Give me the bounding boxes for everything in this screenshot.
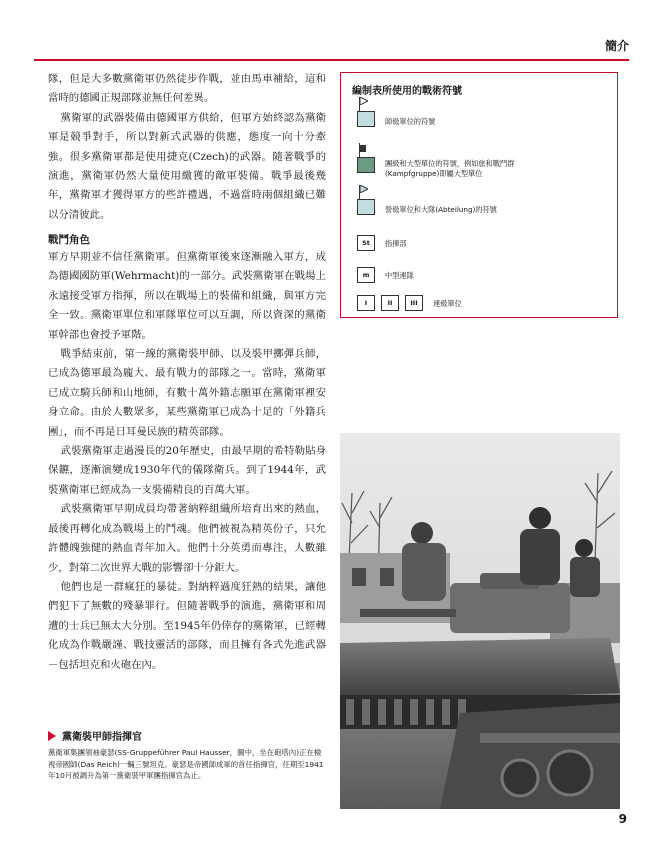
legend-label: 團級和大型單位的符號，例如旅和戰鬥群(Kampfgruppe)即屬大型單位: [385, 159, 515, 178]
kampfgruppe-square-icon: [357, 157, 375, 173]
division-flag-icon: [357, 111, 375, 127]
section-heading: 戰鬥角色: [48, 234, 90, 246]
battalion-pennant-icon: [357, 199, 375, 215]
company-ii-icon: II: [381, 295, 399, 311]
symbol-legend: [340, 72, 618, 318]
legend-row-medium-company: [357, 267, 414, 283]
caption-heading: 黨衛裝甲師指揮官: [62, 732, 142, 743]
legend-label: 營級單位和大隊(Abteilung)的符號: [385, 205, 497, 214]
legend-label: 中型連隊: [385, 271, 414, 280]
body-paragraph-4: 武裝黨衛軍早期成員均帶著納粹組織所培育出來的熱血，最後再轉化成為戰場上的鬥魂。他們被視為精英份子，只允許體魄強健的熱血青年加入。他們十分英勇而專注，人數雖少，對第二次世界大戰的影響卻十分鉅大。: [48, 503, 326, 574]
combat-role-block: [48, 232, 326, 675]
medium-company-icon: m: [357, 267, 375, 283]
legend-row-company: [357, 295, 462, 311]
body-paragraph-2: 戰爭結束前，第一線的黨衛裝甲師、以及裝甲擲彈兵師，已成為德軍最為龐大、最有戰力的部隊之一。當時，黨衛軍已成立騎兵師和山地師，有數十萬外籍志願軍在黨衛軍裡安身立命。由於人數眾多，某些黨衛軍已成為十足的「外籍兵團」，而不再是日耳曼民族的精英部隊。: [48, 348, 326, 438]
headquarters-icon: St: [357, 235, 375, 251]
body-paragraph-1: 軍方早期並不信任黨衛軍。但黨衛軍後來逐漸融入軍方，成為德國國防軍(Wehrmacht)的一部分。武裝黨衛軍在戰場上永遠接受軍方指揮，所以在戰場上的裝備和組織，與軍方完全一致。黨衛軍單位和軍隊單位可以互調，所以資深的黨衛軍幹部也會授予軍階。: [48, 251, 326, 341]
legend-row-hq: [357, 235, 407, 251]
legend-label: 師級單位的符號: [385, 117, 436, 126]
intro-block: [48, 70, 326, 225]
intro-paragraph-2: 黨衛軍的武器裝備由德國軍方供給，但軍方始終認為黨衛軍是競爭對手，所以對新式武器的供應，態度一向十分牽強。很多黨衛軍都是使用捷克(Czech)的武器。隨著戰爭的演進，黨衛軍仍然大量使用繳獲的敵軍裝備。戰爭最後幾年，黨衛軍才獲得軍方的些許禮遇，不過當時兩個組織已難以分清彼此。: [48, 111, 326, 221]
legend-row-regiment: [357, 141, 555, 179]
legend-label: 連級單位: [433, 299, 462, 308]
caption-heading-row: [48, 728, 326, 743]
legend-row-battalion: [357, 183, 497, 215]
body-paragraph-5: 他們也是一群瘋狂的暴徒。對納粹過度狂熱的結果，讓他們犯下了無數的殘暴罪行。但隨著戰爭的演進，黨衛軍和周遭的士兵已無太大分別。至1945年仍倖存的黨衛軍，已經轉化成為作戰嚴謹、戰技靈活的部隊，而且擁有各式先進武器－包括坦克和火砲在內。: [48, 580, 326, 671]
tank-photo: [340, 433, 620, 809]
red-triangle-icon: [48, 731, 56, 741]
header-rule: [34, 59, 629, 61]
company-i-icon: I: [357, 295, 375, 311]
body-paragraph-3: 武裝黨衛軍走過漫長的20年歷史，由最早期的希特勒貼身保鑣，逐漸演變成1930年代的儀隊衛兵。到了1944年，武裝黨衛軍已經成為一支裝備精良的百萬大軍。: [48, 445, 326, 496]
company-iii-icon: III: [405, 295, 423, 311]
photo-caption: [48, 728, 326, 782]
legend-label: 指揮部: [385, 239, 407, 248]
legend-title: 編制表所使用的戰術符號: [352, 86, 462, 97]
section-title: 簡介: [604, 39, 629, 53]
caption-text: 黨衛軍集團領袖豪瑟(SS-Gruppeführer Paul Hausser，圖中，坐在砲塔內)正在檢視帝國師(Das Reich)一輛三號坦克。豪瑟是帝國師成軍的首任指揮官，任期至1941年10月被調升為第一黨衛裝甲軍團指揮官為止。: [48, 748, 324, 780]
legend-row-division: [357, 95, 435, 127]
page-number: 9: [618, 812, 627, 826]
intro-paragraph-1: 隊，但是大多數黨衛軍仍然徒步作戰，並由馬車補給，這和當時的德國正規部隊並無任何差異。: [48, 73, 326, 105]
